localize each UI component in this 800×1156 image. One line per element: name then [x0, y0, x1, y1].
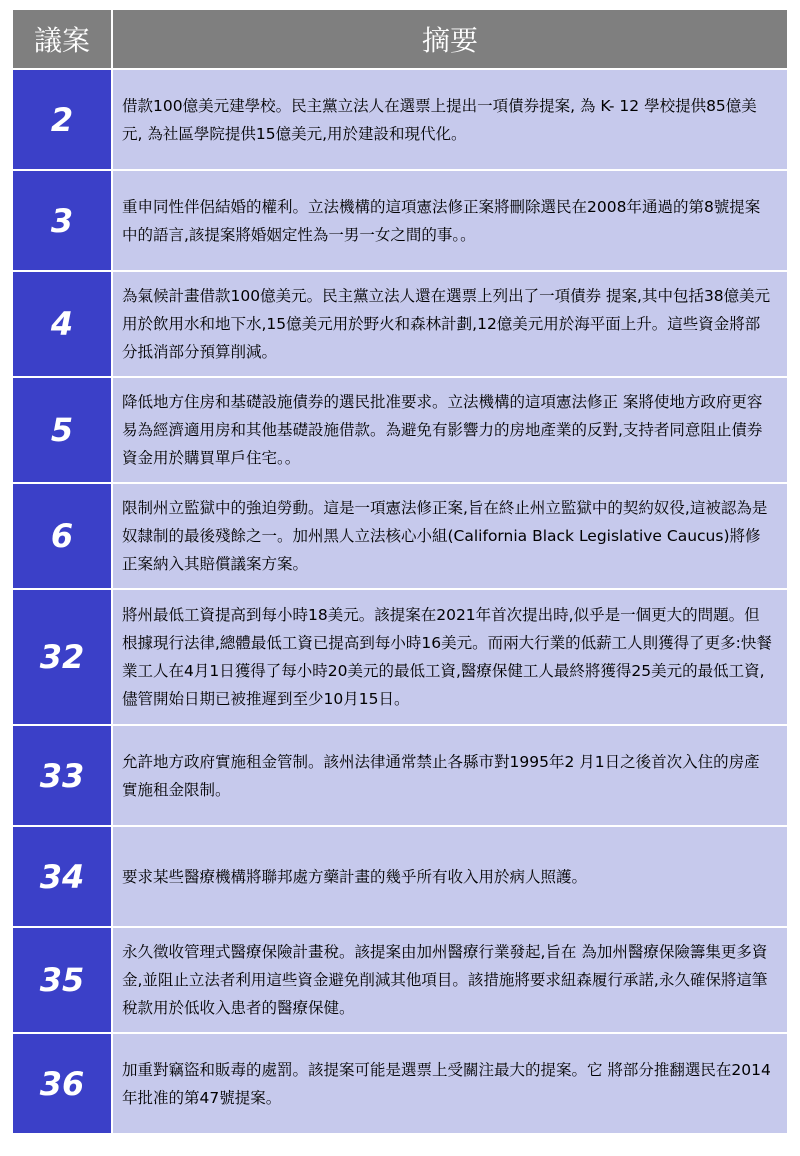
proposition-summary: 限制州立監獄中的強迫勞動。這是一項憲法修正案,旨在終止州立監獄中的契約奴役,這被認為是奴隸制的最後殘餘之一。加州黑人立法核心小組(California Black Legislative Caucus)將修正案納入其賠償議案方案。	[112, 483, 787, 589]
proposition-number: 2	[13, 69, 112, 170]
proposition-summary: 借款100億美元建學校。民主黨立法人在選票上提出一項債券提案, 為 K- 12 學校提供85億美元, 為社區學院提供15億美元,用於建設和現代化。	[112, 69, 787, 170]
proposition-summary: 永久徵收管理式醫療保險計畫稅。該提案由加州醫療行業發起,旨在 為加州醫療保險籌集更多資金,並阻止立法者利用這些資金避免削減其他項目。該措施將要求紐森履行承諾,永久確保將這筆稅款用於低收入患者的醫療保健。	[112, 927, 787, 1033]
proposition-summary: 降低地方住房和基礎設施債券的選民批准要求。立法機構的這項憲法修正 案將使地方政府更容易為經濟適用房和其他基礎設施借款。為避免有影響力的房地產業的反對,支持者同意阻止債券資金用於購買單戶住宅。。	[112, 377, 787, 483]
table-row	[13, 826, 787, 927]
proposition-summary: 將州最低工資提高到每小時18美元。該提案在2021年首次提出時,似乎是一個更大的問題。但根據現行法律,總體最低工資已提高到每小時16美元。而兩大行業的低薪工人則獲得了更多:快餐業工人在4月1日獲得了每小時20美元的最低工資,醫療保健工人最終將獲得25美元的最低工資,儘管開始日期已被推遲到至少10月15日。	[112, 589, 787, 725]
table-row	[13, 725, 787, 826]
table-row	[13, 1033, 787, 1133]
propositions-table	[13, 10, 787, 1133]
proposition-number: 32	[13, 589, 112, 725]
proposition-summary: 加重對竊盜和販毒的處罰。該提案可能是選票上受關注最大的提案。它 將部分推翻選民在2014年批准的第47號提案。	[112, 1033, 787, 1133]
proposition-number: 5	[13, 377, 112, 483]
proposition-summary: 允許地方政府實施租金管制。該州法律通常禁止各縣市對1995年2 月1日之後首次入住的房產實施租金限制。	[112, 725, 787, 826]
proposition-number: 6	[13, 483, 112, 589]
proposition-number: 35	[13, 927, 112, 1033]
table-row	[13, 69, 787, 170]
proposition-number: 36	[13, 1033, 112, 1133]
table-row	[13, 271, 787, 377]
header-summary: 摘要	[112, 10, 787, 69]
table-row	[13, 377, 787, 483]
header-proposition-number: 議案	[13, 10, 112, 69]
table-row	[13, 589, 787, 725]
proposition-number: 34	[13, 826, 112, 927]
proposition-summary: 為氣候計畫借款100億美元。民主黨立法人還在選票上列出了一項債券 提案,其中包括38億美元用於飲用水和地下水,15億美元用於野火和森林計劃,12億美元用於海平面上升。這些資金將部分抵消部分預算削減。	[112, 271, 787, 377]
table-row	[13, 483, 787, 589]
proposition-number: 3	[13, 170, 112, 271]
propositions-table-wrapper	[13, 10, 787, 1133]
table-row	[13, 170, 787, 271]
proposition-summary: 重申同性伴侶結婚的權利。立法機構的這項憲法修正案將刪除選民在2008年通過的第8號提案中的語言,該提案將婚姻定性為一男一女之間的事。。	[112, 170, 787, 271]
proposition-number: 33	[13, 725, 112, 826]
table-row	[13, 927, 787, 1033]
proposition-number: 4	[13, 271, 112, 377]
proposition-summary: 要求某些醫療機構將聯邦處方藥計畫的幾乎所有收入用於病人照護。	[112, 826, 787, 927]
table-header-row	[13, 10, 787, 69]
